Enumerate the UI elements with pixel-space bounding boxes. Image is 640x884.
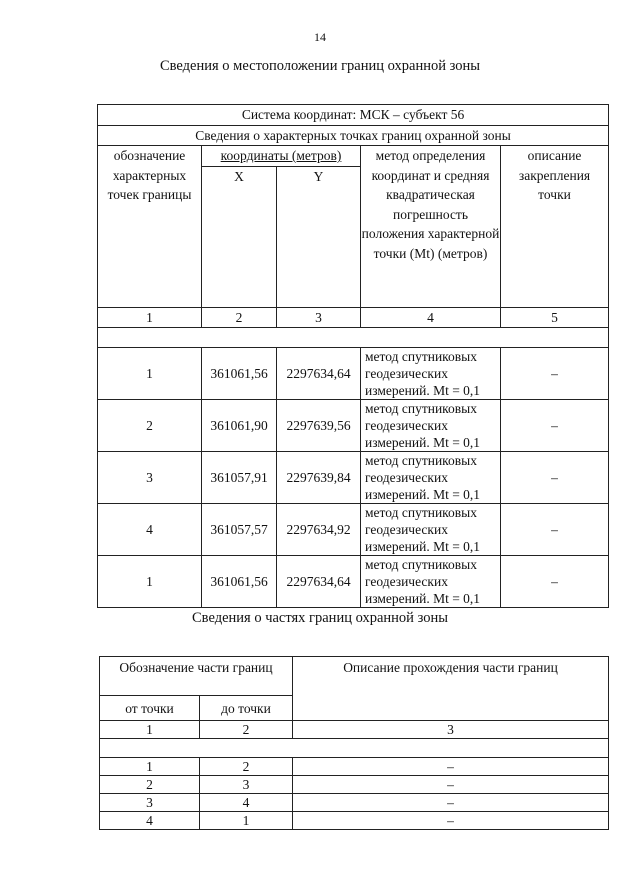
x-value: 361061,56 bbox=[202, 556, 277, 608]
point-number: 4 bbox=[98, 504, 202, 556]
to-point: 1 bbox=[200, 812, 293, 830]
x-value: 361057,91 bbox=[202, 452, 277, 504]
heading-boundary-location: Сведения о местоположении границ охранной зоны bbox=[159, 58, 480, 74]
spacer-row bbox=[98, 328, 609, 348]
fixing-description: – bbox=[501, 400, 609, 452]
point-number: 2 bbox=[98, 400, 202, 452]
method-value: метод спутниковых геодезических измерений. Mt = 0,1 bbox=[361, 556, 501, 608]
x-value: 361057,57 bbox=[202, 504, 277, 556]
coordinates-header: координаты (метров) bbox=[202, 146, 361, 167]
table-row bbox=[100, 758, 609, 776]
part-description: – bbox=[293, 758, 609, 776]
table-row bbox=[100, 776, 609, 794]
y-value: 2297634,64 bbox=[277, 556, 361, 608]
coordinate-system-title: Система координат: МСК – субъект 56 bbox=[98, 105, 609, 126]
method-header: метод определения координат и средняя квадратическая погрешность положения характерной точки (Mt) (метров) bbox=[361, 146, 501, 308]
point-number: 3 bbox=[98, 452, 202, 504]
method-value: метод спутниковых геодезических измерений. Mt = 0,1 bbox=[361, 452, 501, 504]
y-value: 2297639,56 bbox=[277, 400, 361, 452]
boundary-parts-table bbox=[99, 656, 609, 830]
x-value: 361061,90 bbox=[202, 400, 277, 452]
point-number: 1 bbox=[98, 348, 202, 400]
points-section-title: Сведения о характерных точках границ охранной зоны bbox=[98, 125, 609, 146]
method-value: метод спутниковых геодезических измерений. Mt = 0,1 bbox=[361, 348, 501, 400]
from-point: 3 bbox=[100, 794, 200, 812]
y-value: 2297634,92 bbox=[277, 504, 361, 556]
column-number: 1 bbox=[98, 307, 202, 328]
part-description: – bbox=[293, 812, 609, 830]
table-row bbox=[98, 348, 609, 400]
table-row bbox=[98, 452, 609, 504]
column-number: 2 bbox=[200, 721, 293, 739]
x-header: X bbox=[202, 166, 277, 307]
method-value: метод спутниковых геодезических измерений. Mt = 0,1 bbox=[361, 504, 501, 556]
part-description-header: Описание прохождения части границ bbox=[293, 657, 609, 721]
to-point-header: до точки bbox=[200, 696, 293, 721]
table-row bbox=[98, 556, 609, 608]
column-number: 3 bbox=[293, 721, 609, 739]
fixing-description: – bbox=[501, 504, 609, 556]
method-value: метод спутниковых геодезических измерений. Mt = 0,1 bbox=[361, 400, 501, 452]
table-row bbox=[100, 794, 609, 812]
heading-boundary-parts: Сведения о частях границ охранной зоны bbox=[192, 610, 448, 626]
fixing-description: – bbox=[501, 452, 609, 504]
y-header: Y bbox=[277, 166, 361, 307]
table-row bbox=[100, 812, 609, 830]
fixing-description-header: описание закрепления точки bbox=[501, 146, 609, 308]
column-number: 4 bbox=[361, 307, 501, 328]
fixing-description: – bbox=[501, 348, 609, 400]
to-point: 4 bbox=[200, 794, 293, 812]
column-number: 1 bbox=[100, 721, 200, 739]
to-point: 2 bbox=[200, 758, 293, 776]
to-point: 3 bbox=[200, 776, 293, 794]
point-designation-header: обозначение характерных точек границы bbox=[98, 146, 202, 308]
from-point: 4 bbox=[100, 812, 200, 830]
point-number: 1 bbox=[98, 556, 202, 608]
page-number: 14 bbox=[314, 30, 326, 44]
characteristic-points-table bbox=[97, 104, 609, 608]
from-point-header: от точки bbox=[100, 696, 200, 721]
spacer-row bbox=[100, 739, 609, 758]
part-description: – bbox=[293, 794, 609, 812]
from-point: 2 bbox=[100, 776, 200, 794]
fixing-description: – bbox=[501, 556, 609, 608]
table-row bbox=[98, 400, 609, 452]
part-description: – bbox=[293, 776, 609, 794]
x-value: 361061,56 bbox=[202, 348, 277, 400]
column-number: 5 bbox=[501, 307, 609, 328]
column-number: 3 bbox=[277, 307, 361, 328]
part-designation-header: Обозначение части границ bbox=[100, 657, 293, 696]
from-point: 1 bbox=[100, 758, 200, 776]
y-value: 2297634,64 bbox=[277, 348, 361, 400]
column-number: 2 bbox=[202, 307, 277, 328]
y-value: 2297639,84 bbox=[277, 452, 361, 504]
table-row bbox=[98, 504, 609, 556]
